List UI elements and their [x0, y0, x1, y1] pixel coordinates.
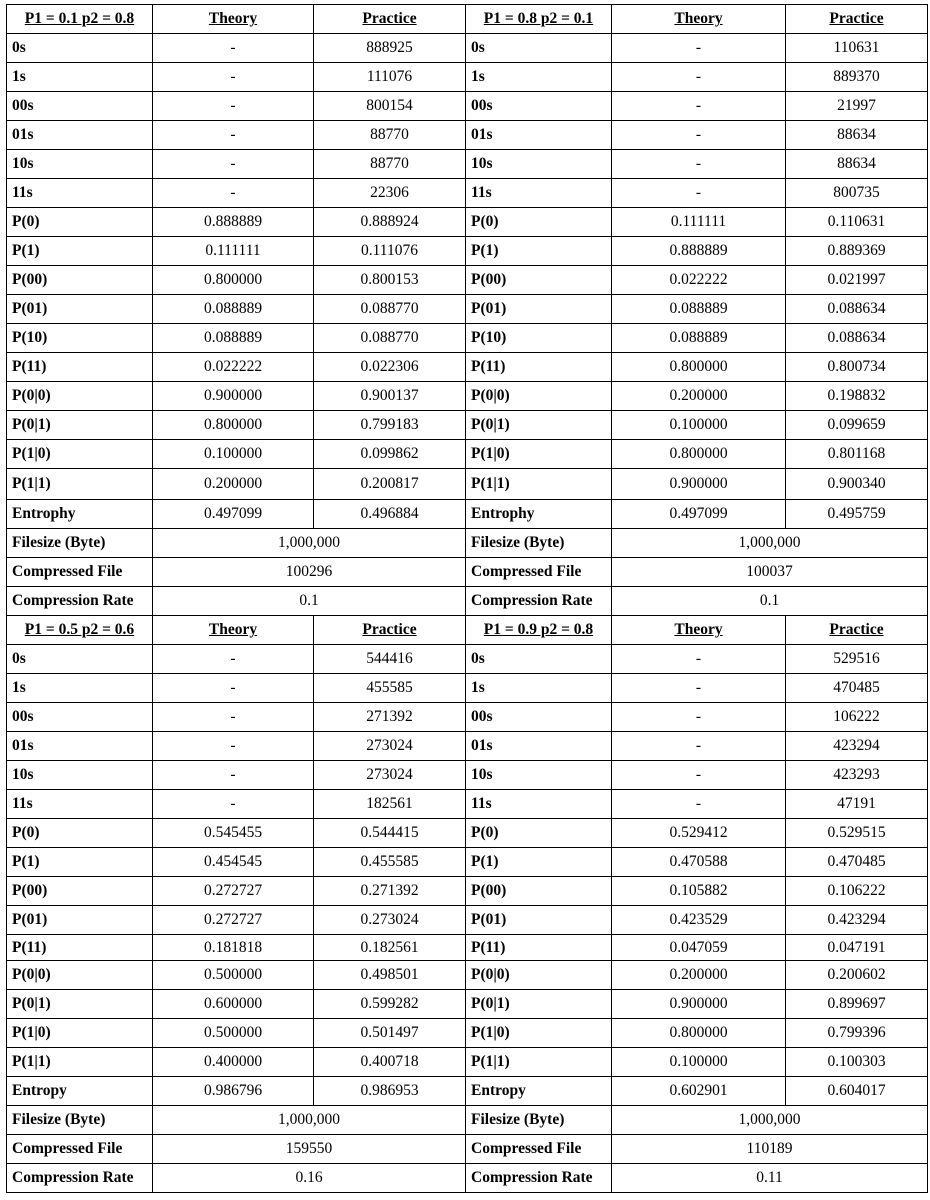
practice-value: 21997 — [786, 92, 928, 121]
row-label-p-00: P(00) — [466, 877, 612, 906]
theory-value: 0.088889 — [612, 295, 786, 324]
summary-value: 110189 — [612, 1135, 928, 1164]
row-label-0s: 0s — [7, 645, 153, 674]
row-label-00s: 00s — [466, 703, 612, 732]
theory-value: 0.600000 — [153, 990, 314, 1019]
theory-value: 0.529412 — [612, 819, 786, 848]
row-label-entropy: Entropy — [466, 1077, 612, 1106]
table-row — [7, 500, 928, 529]
row-label-1s: 1s — [466, 674, 612, 703]
table-header-row — [7, 5, 928, 34]
summary-value: 100037 — [612, 558, 928, 587]
row-label-p-0-0: P(0|0) — [466, 382, 612, 411]
row-label-p-0: P(0) — [466, 208, 612, 237]
theory-value: - — [612, 179, 786, 208]
practice-value: 88770 — [314, 121, 466, 150]
table-header-row — [7, 616, 928, 645]
row-label-p-0-0: P(0|0) — [466, 961, 612, 990]
table-row — [7, 790, 928, 819]
table-row — [7, 645, 928, 674]
theory-value: - — [153, 761, 314, 790]
theory-value: 0.986796 — [153, 1077, 314, 1106]
theory-value: 0.400000 — [153, 1048, 314, 1077]
practice-value: 182561 — [314, 790, 466, 819]
practice-value: 888925 — [314, 34, 466, 63]
row-label-11s: 11s — [466, 790, 612, 819]
theory-value: 0.181818 — [153, 935, 314, 961]
theory-value: - — [612, 790, 786, 819]
practice-value: 0.200817 — [314, 469, 466, 500]
practice-value: 0.986953 — [314, 1077, 466, 1106]
parameter-header: P1 = 0.5 p2 = 0.6 — [7, 616, 153, 645]
row-label-p-1: P(1) — [466, 848, 612, 877]
row-label-p-01: P(01) — [7, 906, 153, 935]
row-label-11s: 11s — [7, 790, 153, 819]
theory-value: - — [612, 92, 786, 121]
practice-value: 455585 — [314, 674, 466, 703]
practice-value: 88634 — [786, 150, 928, 179]
row-label-p-1-0: P(1|0) — [466, 1019, 612, 1048]
table-row — [7, 63, 928, 92]
theory-value: 0.800000 — [612, 353, 786, 382]
practice-value: 0.106222 — [786, 877, 928, 906]
summary-value: 0.11 — [612, 1164, 928, 1193]
row-label-00s: 00s — [7, 703, 153, 732]
summary-label-compressed-file: Compressed File — [466, 558, 612, 587]
theory-value: - — [612, 645, 786, 674]
practice-value: 889370 — [786, 63, 928, 92]
practice-value: 47191 — [786, 790, 928, 819]
theory-value: 0.602901 — [612, 1077, 786, 1106]
table-row — [7, 121, 928, 150]
practice-value: 0.529515 — [786, 819, 928, 848]
theory-value: - — [612, 732, 786, 761]
practice-header: Practice — [786, 616, 928, 645]
theory-value: - — [153, 92, 314, 121]
row-label-p-00: P(00) — [466, 266, 612, 295]
theory-value: 0.900000 — [612, 990, 786, 1019]
row-label-p-1: P(1) — [466, 237, 612, 266]
practice-value: 800735 — [786, 179, 928, 208]
theory-value: 0.200000 — [612, 382, 786, 411]
theory-value: 0.111111 — [153, 237, 314, 266]
theory-value: - — [612, 761, 786, 790]
theory-value: 0.272727 — [153, 906, 314, 935]
summary-value: 1,000,000 — [153, 1106, 466, 1135]
practice-value: 0.182561 — [314, 935, 466, 961]
row-label-10s: 10s — [7, 761, 153, 790]
theory-value: - — [153, 121, 314, 150]
practice-value: 0.110631 — [786, 208, 928, 237]
practice-value: 273024 — [314, 732, 466, 761]
theory-value: 0.200000 — [153, 469, 314, 500]
row-label-01s: 01s — [7, 121, 153, 150]
row-label-00s: 00s — [466, 92, 612, 121]
row-label-p-00: P(00) — [7, 877, 153, 906]
table-row — [7, 877, 928, 906]
summary-row — [7, 1164, 928, 1193]
row-label-p-01: P(01) — [7, 295, 153, 324]
practice-value: 0.899697 — [786, 990, 928, 1019]
practice-value: 111076 — [314, 63, 466, 92]
row-label-p-0-1: P(0|1) — [7, 990, 153, 1019]
summary-label-filesize-byte: Filesize (Byte) — [466, 529, 612, 558]
theory-value: 0.900000 — [612, 469, 786, 500]
practice-value: 470485 — [786, 674, 928, 703]
theory-value: 0.800000 — [153, 266, 314, 295]
theory-value: 0.888889 — [153, 208, 314, 237]
theory-value: 0.100000 — [153, 440, 314, 469]
row-label-entropy: Entropy — [7, 1077, 153, 1106]
row-label-p-1-1: P(1|1) — [466, 469, 612, 500]
table-row — [7, 990, 928, 1019]
table-row — [7, 1048, 928, 1077]
practice-value: 800154 — [314, 92, 466, 121]
row-label-p-11: P(11) — [7, 353, 153, 382]
table-row — [7, 237, 928, 266]
summary-value: 1,000,000 — [612, 1106, 928, 1135]
table-row — [7, 961, 928, 990]
parameter-header: P1 = 0.9 p2 = 0.8 — [466, 616, 612, 645]
summary-value: 0.16 — [153, 1164, 466, 1193]
theory-value: 0.470588 — [612, 848, 786, 877]
practice-value: 423294 — [786, 732, 928, 761]
theory-value: - — [612, 703, 786, 732]
practice-value: 544416 — [314, 645, 466, 674]
practice-value: 423293 — [786, 761, 928, 790]
practice-value: 0.889369 — [786, 237, 928, 266]
practice-value: 0.799183 — [314, 411, 466, 440]
practice-value: 88634 — [786, 121, 928, 150]
theory-header: Theory — [612, 5, 786, 34]
row-label-p-1: P(1) — [7, 848, 153, 877]
theory-value: - — [153, 674, 314, 703]
summary-label-filesize-byte: Filesize (Byte) — [7, 1106, 153, 1135]
row-label-01s: 01s — [466, 732, 612, 761]
theory-value: 0.100000 — [612, 1048, 786, 1077]
practice-value: 0.900137 — [314, 382, 466, 411]
theory-value: - — [612, 674, 786, 703]
practice-value: 0.022306 — [314, 353, 466, 382]
table-row — [7, 411, 928, 440]
theory-value: 0.088889 — [153, 324, 314, 353]
table-row — [7, 469, 928, 500]
theory-value: - — [153, 732, 314, 761]
row-label-0s: 0s — [7, 34, 153, 63]
theory-value: 0.497099 — [153, 500, 314, 529]
practice-value: 0.495759 — [786, 500, 928, 529]
theory-value: 0.500000 — [153, 961, 314, 990]
summary-label-compressed-file: Compressed File — [7, 558, 153, 587]
summary-value: 1,000,000 — [612, 529, 928, 558]
theory-value: 0.111111 — [612, 208, 786, 237]
theory-value: 0.497099 — [612, 500, 786, 529]
theory-value: - — [153, 645, 314, 674]
table-row — [7, 819, 928, 848]
practice-value: 0.888924 — [314, 208, 466, 237]
theory-value: 0.800000 — [612, 1019, 786, 1048]
row-label-p-11: P(11) — [466, 353, 612, 382]
results-table-2 — [6, 615, 928, 1193]
row-label-p-10: P(10) — [466, 324, 612, 353]
theory-value: 0.454545 — [153, 848, 314, 877]
summary-value: 100296 — [153, 558, 466, 587]
practice-value: 88770 — [314, 150, 466, 179]
theory-value: - — [612, 34, 786, 63]
practice-value: 0.021997 — [786, 266, 928, 295]
summary-row — [7, 587, 928, 616]
practice-value: 0.496884 — [314, 500, 466, 529]
theory-value: 0.900000 — [153, 382, 314, 411]
practice-value: 0.088770 — [314, 295, 466, 324]
practice-value: 273024 — [314, 761, 466, 790]
theory-value: - — [153, 150, 314, 179]
row-label-p-0-1: P(0|1) — [466, 990, 612, 1019]
table-row — [7, 353, 928, 382]
practice-value: 0.111076 — [314, 237, 466, 266]
row-label-p-10: P(10) — [7, 324, 153, 353]
row-label-p-0: P(0) — [466, 819, 612, 848]
theory-value: - — [612, 121, 786, 150]
table-row — [7, 1019, 928, 1048]
practice-value: 0.599282 — [314, 990, 466, 1019]
row-label-1s: 1s — [466, 63, 612, 92]
row-label-01s: 01s — [466, 121, 612, 150]
row-label-11s: 11s — [7, 179, 153, 208]
row-label-00s: 00s — [7, 92, 153, 121]
practice-value: 0.501497 — [314, 1019, 466, 1048]
theory-value: 0.888889 — [612, 237, 786, 266]
practice-value: 0.800734 — [786, 353, 928, 382]
summary-label-filesize-byte: Filesize (Byte) — [7, 529, 153, 558]
practice-value: 0.801168 — [786, 440, 928, 469]
summary-row — [7, 1135, 928, 1164]
table-row — [7, 266, 928, 295]
summary-label-filesize-byte: Filesize (Byte) — [466, 1106, 612, 1135]
theory-value: - — [153, 34, 314, 63]
theory-value: 0.100000 — [612, 411, 786, 440]
theory-value: 0.022222 — [612, 266, 786, 295]
summary-value: 1,000,000 — [153, 529, 466, 558]
practice-value: 0.498501 — [314, 961, 466, 990]
table-row — [7, 179, 928, 208]
table-row — [7, 906, 928, 935]
row-label-p-1-0: P(1|0) — [7, 1019, 153, 1048]
row-label-1s: 1s — [7, 674, 153, 703]
parameter-header: P1 = 0.8 p2 = 0.1 — [466, 5, 612, 34]
practice-value: 0.099659 — [786, 411, 928, 440]
row-label-p-1: P(1) — [7, 237, 153, 266]
theory-value: - — [612, 63, 786, 92]
theory-value: 0.088889 — [612, 324, 786, 353]
practice-value: 529516 — [786, 645, 928, 674]
row-label-p-0: P(0) — [7, 208, 153, 237]
practice-value: 0.047191 — [786, 935, 928, 961]
summary-value: 159550 — [153, 1135, 466, 1164]
practice-value: 22306 — [314, 179, 466, 208]
table-row — [7, 34, 928, 63]
table-row — [7, 1077, 928, 1106]
theory-value: 0.423529 — [612, 906, 786, 935]
summary-label-compressed-file: Compressed File — [7, 1135, 153, 1164]
row-label-0s: 0s — [466, 34, 612, 63]
practice-value: 271392 — [314, 703, 466, 732]
theory-value: - — [153, 790, 314, 819]
table-row — [7, 848, 928, 877]
row-label-0s: 0s — [466, 645, 612, 674]
practice-value: 0.271392 — [314, 877, 466, 906]
summary-label-compression-rate: Compression Rate — [7, 1164, 153, 1193]
theory-value: 0.800000 — [612, 440, 786, 469]
practice-header: Practice — [786, 5, 928, 34]
row-label-p-11: P(11) — [466, 935, 612, 961]
practice-header: Practice — [314, 616, 466, 645]
row-label-10s: 10s — [466, 150, 612, 179]
row-label-p-00: P(00) — [7, 266, 153, 295]
summary-label-compressed-file: Compressed File — [466, 1135, 612, 1164]
practice-value: 106222 — [786, 703, 928, 732]
practice-value: 0.088634 — [786, 324, 928, 353]
practice-value: 0.198832 — [786, 382, 928, 411]
theory-value: 0.105882 — [612, 877, 786, 906]
practice-value: 0.900340 — [786, 469, 928, 500]
row-label-11s: 11s — [466, 179, 612, 208]
row-label-p-1-1: P(1|1) — [7, 469, 153, 500]
table-row — [7, 761, 928, 790]
row-label-p-1-0: P(1|0) — [466, 440, 612, 469]
row-label-1s: 1s — [7, 63, 153, 92]
theory-value: 0.272727 — [153, 877, 314, 906]
row-label-p-0-0: P(0|0) — [7, 382, 153, 411]
summary-row — [7, 529, 928, 558]
summary-label-compression-rate: Compression Rate — [466, 1164, 612, 1193]
row-label-p-1-1: P(1|1) — [466, 1048, 612, 1077]
theory-value: 0.047059 — [612, 935, 786, 961]
table-row — [7, 703, 928, 732]
row-label-p-01: P(01) — [466, 906, 612, 935]
theory-header: Theory — [153, 5, 314, 34]
row-label-10s: 10s — [7, 150, 153, 179]
summary-value: 0.1 — [612, 587, 928, 616]
theory-value: - — [153, 179, 314, 208]
practice-value: 110631 — [786, 34, 928, 63]
table-row — [7, 295, 928, 324]
theory-value: 0.500000 — [153, 1019, 314, 1048]
practice-value: 0.200602 — [786, 961, 928, 990]
theory-value: - — [612, 150, 786, 179]
theory-value: 0.088889 — [153, 295, 314, 324]
row-label-p-1-0: P(1|0) — [7, 440, 153, 469]
table-row — [7, 382, 928, 411]
theory-value: - — [153, 63, 314, 92]
practice-value: 0.604017 — [786, 1077, 928, 1106]
practice-value: 0.100303 — [786, 1048, 928, 1077]
theory-value: 0.022222 — [153, 353, 314, 382]
theory-value: 0.200000 — [612, 961, 786, 990]
table-row — [7, 935, 928, 961]
table-row — [7, 92, 928, 121]
practice-value: 0.088634 — [786, 295, 928, 324]
results-table-1 — [6, 4, 928, 616]
row-label-p-0-1: P(0|1) — [466, 411, 612, 440]
summary-row — [7, 558, 928, 587]
table-row — [7, 324, 928, 353]
row-label-p-0-0: P(0|0) — [7, 961, 153, 990]
row-label-entrophy: Entrophy — [7, 500, 153, 529]
practice-header: Practice — [314, 5, 466, 34]
table-row — [7, 732, 928, 761]
practice-value: 0.544415 — [314, 819, 466, 848]
practice-value: 0.800153 — [314, 266, 466, 295]
table-row — [7, 440, 928, 469]
theory-header: Theory — [153, 616, 314, 645]
practice-value: 0.799396 — [786, 1019, 928, 1048]
row-label-p-01: P(01) — [466, 295, 612, 324]
table-row — [7, 150, 928, 179]
row-label-10s: 10s — [466, 761, 612, 790]
practice-value: 0.088770 — [314, 324, 466, 353]
theory-value: - — [153, 703, 314, 732]
theory-value: 0.800000 — [153, 411, 314, 440]
summary-value: 0.1 — [153, 587, 466, 616]
summary-label-compression-rate: Compression Rate — [7, 587, 153, 616]
row-label-p-1-1: P(1|1) — [7, 1048, 153, 1077]
row-label-p-0-1: P(0|1) — [7, 411, 153, 440]
practice-value: 0.400718 — [314, 1048, 466, 1077]
row-label-p-11: P(11) — [7, 935, 153, 961]
practice-value: 0.455585 — [314, 848, 466, 877]
practice-value: 0.099862 — [314, 440, 466, 469]
practice-value: 0.423294 — [786, 906, 928, 935]
summary-row — [7, 1106, 928, 1135]
practice-value: 0.470485 — [786, 848, 928, 877]
parameter-header: P1 = 0.1 p2 = 0.8 — [7, 5, 153, 34]
table-row — [7, 674, 928, 703]
theory-header: Theory — [612, 616, 786, 645]
row-label-p-0: P(0) — [7, 819, 153, 848]
practice-value: 0.273024 — [314, 906, 466, 935]
row-label-01s: 01s — [7, 732, 153, 761]
table-row — [7, 208, 928, 237]
theory-value: 0.545455 — [153, 819, 314, 848]
summary-label-compression-rate: Compression Rate — [466, 587, 612, 616]
row-label-entrophy: Entrophy — [466, 500, 612, 529]
